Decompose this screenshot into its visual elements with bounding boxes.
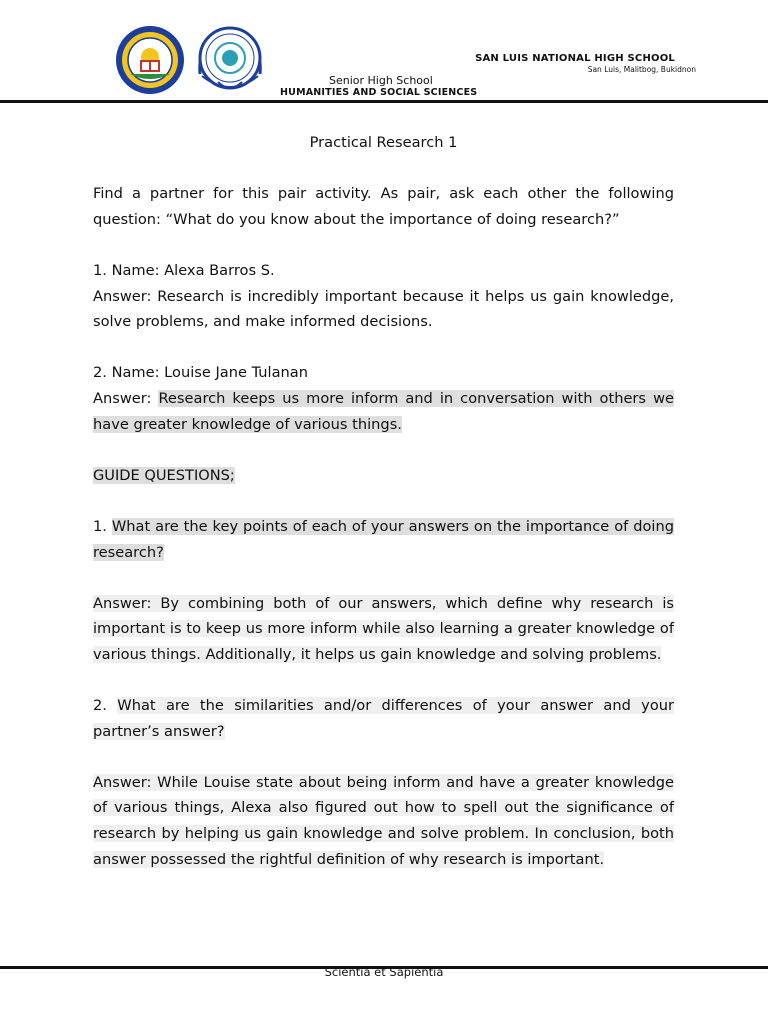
question-1-answer [93, 591, 674, 668]
answer-text: Answer: By combining both of our answers, which define why research is important is to keep us more inform while also learning a greater knowledge of various things. Additionally, it helps us gain knowledge and solving problems. [93, 594, 674, 663]
document-title: Practical Research 1 [309, 134, 458, 151]
entry-1-name: 1. Name: Alexa Barros S. [93, 261, 275, 279]
answer-text: Research keeps us more inform and in conversation with others we have greater knowledge of various things. [93, 389, 674, 433]
school-name: SAN LUIS NATIONAL HIGH SCHOOL [475, 53, 675, 64]
entry-2-name: 2. Name: Louise Jane Tulanan [93, 364, 309, 382]
answer-label: Answer: [93, 389, 159, 407]
document-body [93, 130, 674, 872]
header-divider [0, 100, 768, 103]
school-address: San Luis, Malitbog, Bukidnon [587, 65, 696, 74]
school-seal-icon [114, 24, 186, 96]
answer-text: Research is incredibly important because it helps us gain knowledge, solve problems, and make informed decisions. [93, 287, 674, 331]
school-level: Senior High School [329, 74, 433, 87]
answer-label: Answer: [93, 287, 152, 305]
question-text: What are the similarities and/or differences of your answer and your partner’s answer? [93, 697, 674, 740]
humss-seal-icon [190, 24, 270, 96]
question-number: 2. [93, 697, 118, 715]
answer-text: Answer: While Louise state about being inform and have a greater knowledge of various things, Alexa also figured out how to spell out the significance of research by helping us gain knowledge and solve problem. In conclusion, both answer possessed the rightful definition of why research is important. [93, 773, 674, 868]
question-text: What are the key points of each of your answers on the importance of doing research? [93, 517, 674, 561]
guide-heading [93, 463, 674, 489]
entry-2-answer [93, 386, 674, 437]
question-1 [93, 514, 674, 565]
intro-paragraph: Find a partner for this pair activity. As pair, ask each other the following question: “What do you know about the importance of doing research?” [93, 185, 674, 228]
entry-1-answer [93, 284, 674, 335]
department-name: HUMANITIES AND SOCIAL SCIENCES [280, 87, 478, 98]
guide-heading-text: GUIDE QUESTIONS; [93, 466, 235, 484]
school-motto: Scientia et Sapientia [324, 965, 444, 979]
question-2-answer [93, 770, 674, 872]
question-2 [93, 693, 674, 744]
question-number: 1. [93, 517, 112, 535]
